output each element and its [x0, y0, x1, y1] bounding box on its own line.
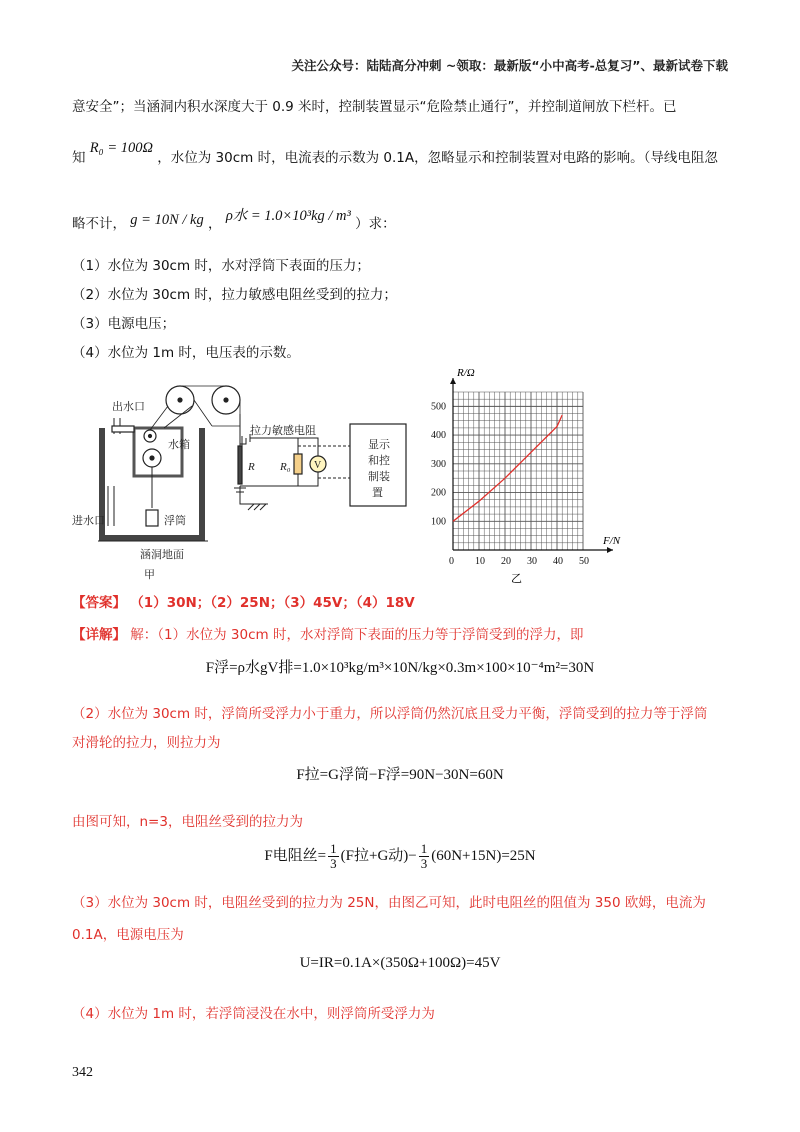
equation-2: F拉=G浮筒−F浮=90N−30N=60N [296, 767, 504, 783]
question-3: （3）电源电压； [72, 316, 176, 332]
line2-suffix: ，水位为 30cm 时，电流表的示数为 0.1A，忽略显示和控制装置对电路的影响。（导线电阻忽 [157, 150, 718, 166]
line3-suffix: ）求： [355, 216, 396, 232]
x-axis-arrow [607, 547, 613, 553]
detail-p4a: （3）水位为 30cm 时，电阻丝受到的拉力为 25N，由图乙可知，此时电阻丝的阻值为 350 欧姆，电流为 [72, 895, 706, 911]
detail-p2a: （2）水位为 30cm 时，浮筒所受浮力小于重力，所以浮筒仍然沉底且受力平衡，浮筒受到的拉力等于浮筒 [72, 706, 708, 722]
fraction-1: $\frac{1}{3}$ [330, 841, 337, 871]
question-4: （4）水位为 1m 时，电压表的示数。 [72, 345, 300, 361]
label-r: R [248, 461, 255, 473]
label-ground: 涵洞地面 [140, 548, 184, 561]
y-tick-label: 400 [431, 430, 446, 442]
page-header: 关注公众号：陆陆高分冲刺 ~领取：最新版“小中高考-总复习”、最新试卷下载 [291, 58, 728, 73]
display-line-3: 制装 [368, 470, 390, 483]
answer-label: 【答案】 [72, 595, 126, 611]
detail-p1: 解：（1）水位为 30cm 时，水对浮筒下表面的压力等于浮筒受到的浮力，即 [130, 627, 584, 643]
problem-line-2 [72, 140, 718, 168]
series-line [453, 415, 562, 521]
y-tick-label: 500 [431, 401, 446, 413]
fraction-2: $\frac{1}{3}$ [420, 841, 428, 871]
problem-line-1: 意安全”；当涵洞内积水深度大于 0.9 米时，控制装置显示“危险禁止通行”，并控制道闸放下栏杆。已 [72, 99, 677, 115]
label-inlet: 进水口 [72, 514, 105, 527]
chart-caption: 乙 [511, 572, 522, 585]
label-voltmeter: V [314, 460, 322, 471]
x-tick-label: 30 [527, 556, 537, 567]
detail-p4b: 0.1A，电源电压为 [72, 927, 184, 943]
chart-series [453, 415, 562, 521]
y-tick-label: 200 [431, 487, 446, 499]
chart-yi [431, 367, 621, 585]
x-tick-label: 20 [501, 556, 511, 567]
chart-xlabel: F/N [603, 535, 621, 547]
chart-grid [453, 392, 583, 550]
equation-1: F浮=ρ水gV排=1.0×10³kg/m³×10N/kg×0.3m×100×10⁻⁴m²=30N [205, 660, 595, 676]
question-1: （1）水位为 30cm 时，水对浮筒下表面的压力； [72, 258, 370, 274]
caption-jia: 甲 [144, 568, 155, 581]
rho-formula: ρ水 = 1.0×10³kg / m³ [225, 208, 351, 224]
x-tick-label: 0 [449, 556, 454, 567]
sensor-resistor [238, 446, 242, 484]
display-line-1: 显示 [368, 438, 390, 451]
label-tank: 水箱 [168, 438, 190, 451]
figures [68, 366, 668, 586]
outlet-pipe [112, 426, 134, 432]
eq3-left: F电阻丝= [264, 847, 327, 864]
line3-prefix: 略不计， [72, 216, 126, 232]
comma: ， [208, 216, 222, 232]
y-axis-arrow [450, 378, 456, 384]
x-tick-label: 40 [553, 556, 563, 567]
answer-line [72, 593, 415, 613]
x-tick-label: 50 [579, 556, 589, 567]
answer-text: （1）30N；（2）25N；（3）45V；（4）18V [130, 595, 415, 611]
page-number: 342 [72, 1065, 93, 1080]
display-line-4: 置 [372, 486, 383, 499]
detail-line-1 [72, 625, 583, 645]
x-tick-label: 10 [475, 556, 485, 567]
detail-p5: （4）水位为 1m 时，若浮筒浸没在水中，则浮筒所受浮力为 [72, 1006, 435, 1022]
equation-3 [0, 842, 800, 871]
r0-formula: R₀ = 100Ω [89, 140, 153, 156]
float-box [146, 510, 158, 526]
chart-axes [450, 378, 613, 553]
display-line-2: 和控 [368, 454, 390, 467]
detail-label: 【详解】 [72, 627, 126, 643]
problem-line-3 [72, 208, 396, 234]
g-formula: g = 10N / kg [130, 212, 204, 228]
y-tick-label: 300 [431, 458, 446, 470]
label-r0: R₀ [280, 461, 291, 473]
equation-4: U=IR=0.1A×(350Ω+100Ω)=45V [299, 955, 501, 971]
question-2: （2）水位为 30cm 时，拉力敏感电阻丝受到的拉力； [72, 287, 397, 303]
chart-ylabel: R/Ω [457, 367, 475, 379]
detail-p3: 由图可知，n=3，电阻丝受到的拉力为 [72, 814, 303, 830]
line2-prefix: 知 [72, 150, 86, 166]
label-sensor: 拉力敏感电阻 [250, 424, 316, 437]
eq3-right: (60N+15N)=25N [431, 847, 536, 864]
r0-resistor [294, 454, 302, 474]
label-outlet: 出水口 [112, 400, 145, 413]
label-float: 浮筒 [164, 514, 186, 527]
detail-p2b: 对滑轮的拉力，则拉力为 [72, 735, 221, 751]
y-tick-label: 100 [431, 516, 446, 528]
eq3-mid: (F拉+G动)− [340, 847, 417, 864]
